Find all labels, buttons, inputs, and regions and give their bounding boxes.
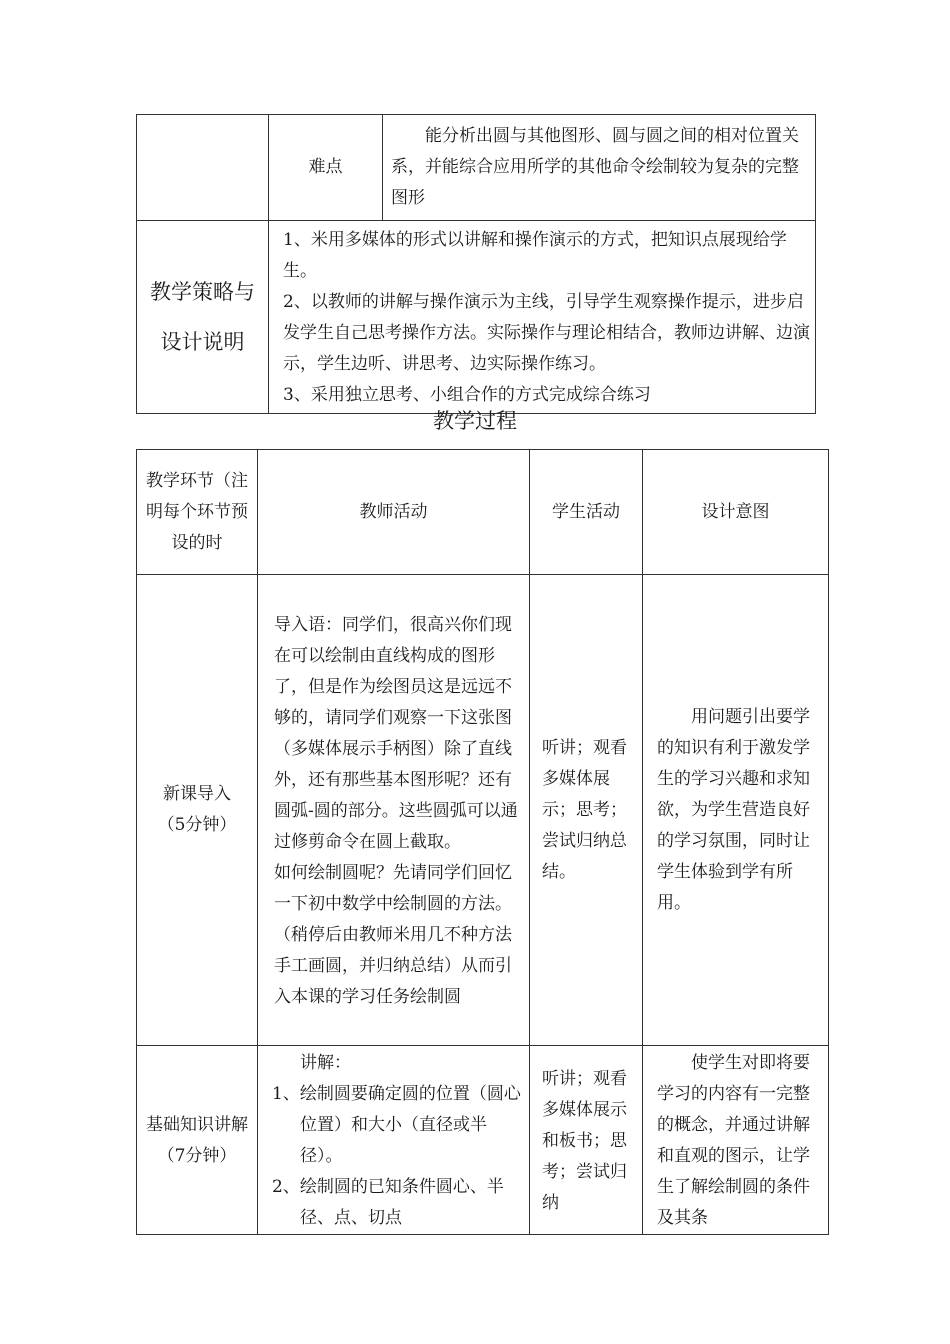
header-student: 学生活动: [530, 450, 643, 575]
strategy-item: 2、以教师的讲解与操作演示为主线，引导学生观察操作提示，进步启发学生自己思考操作方法。实际操作与理论相结合，教师边讲解、边演示，学生边听、讲思考、边实际操作练习。: [283, 292, 810, 374]
header-teacher: 教师活动: [258, 450, 530, 575]
intent-cell: 用问题引出要学的知识有利于激发学生的学习兴趣和求知欲，为学生营造良好的学习氛围，同时让学生体验到学有所用。: [643, 575, 829, 1046]
teacher-paragraph: 如何绘制圆呢？先请同学们回忆一下初中数学中绘制圆的方法。（稍停后由教师米用几不种方法手工画圆，并归纳总结）从而引入本课的学习任务绘制圆: [274, 862, 512, 1007]
strategy-label-line1: 教学策略与: [150, 280, 255, 304]
teacher-lead: 讲解：: [300, 1053, 351, 1073]
table-row: [137, 1046, 829, 1235]
process-title: 教学过程: [433, 409, 517, 433]
process-table: [136, 449, 829, 1235]
teacher-item: 1、绘制圆要确定圆的位置（圆心位置）和大小（直径或半径）。: [272, 1084, 521, 1166]
stage-cell: [137, 575, 258, 1046]
intent-cell: 使学生对即将要学习的内容有一完整的概念，并通过讲解和直观的图示，让学生了解绘制圆的条件及其条: [643, 1046, 829, 1235]
student-cell: 听讲；观看多媒体展示和板书；思考；尝试归纳: [530, 1046, 643, 1235]
header-stage: 教学环节（注明每个环节预设的时: [137, 450, 258, 575]
difficulty-row: [137, 115, 816, 221]
strategy-item: 1、米用多媒体的形式以讲解和操作演示的方式，把知识点展现给学生。: [283, 230, 787, 281]
student-cell: 听讲；观看多媒体展示；思考；尝试归纳总结。: [530, 575, 643, 1046]
strategy-item: 3、采用独立思考、小组合作的方式完成综合练习: [283, 385, 651, 405]
strategy-text: [269, 221, 816, 414]
stage-time: （7分钟）: [157, 1146, 237, 1166]
top-table: [136, 114, 816, 414]
header-row: [137, 450, 829, 575]
stage-cell: [137, 1046, 258, 1235]
teacher-cell: [258, 1046, 530, 1235]
strategy-label-line2: 设计说明: [160, 330, 245, 354]
stage-time: （5分钟）: [157, 815, 237, 835]
teacher-paragraph: 导入语：同学们，很高兴你们现在可以绘制由直线构成的图形了，但是作为绘图员这是远远不够的，请同学们观察一下这张图（多媒体展示手柄图）除了直线外，还有那些基本图形呢？还有圆弧-圆的部分。这些圆弧可以通过修剪命令在圆上截取。: [274, 614, 518, 852]
strategy-label: [137, 221, 269, 414]
teacher-cell: [258, 575, 530, 1046]
difficulty-text: 能分析出圆与其他图形、圆与圆之间的相对位置关系，并能综合应用所学的其他命令绘制较为复杂的完整图形: [383, 115, 816, 221]
stage-name: 基础知识讲解: [146, 1115, 248, 1135]
strategy-row: [137, 221, 816, 414]
header-intent: 设计意图: [643, 450, 829, 575]
table-row: [137, 575, 829, 1046]
difficulty-label: 难点: [269, 115, 383, 221]
teacher-item: 2、绘制圆的已知条件圆心、半径、点、切点: [272, 1177, 504, 1228]
blank-cell: [137, 115, 269, 221]
stage-name: 新课导入: [163, 784, 231, 804]
